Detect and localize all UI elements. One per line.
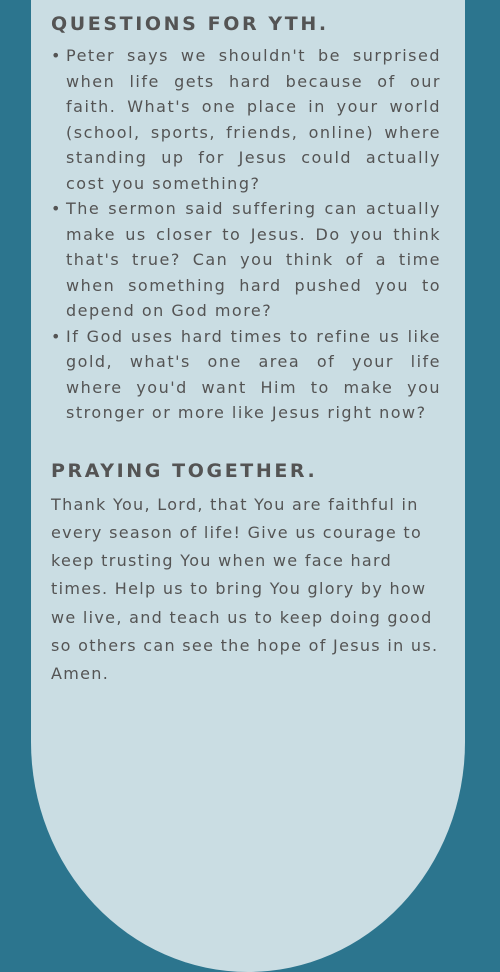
question-text: The sermon said suffering can actually make us closer to Jesus. Do you think that's true? Can you think of a time when something hard pushed you to depend on God more?	[66, 199, 441, 320]
questions-list	[51, 43, 441, 426]
question-item	[51, 324, 441, 426]
question-text: If God uses hard times to refine us like gold, what's one area of your life where you'd want Him to make you stronger or more like Jesus right now?	[66, 326, 441, 422]
question-item	[51, 196, 441, 324]
prayer-text: Thank You, Lord, that You are faithful in every season of life! Give us courage to keep trusting You when we face hard times. Help us to bring You glory by how we live, and teach us to keep doing good so others can see the hope of Jesus in us. Amen.	[51, 494, 439, 684]
bullet-icon: •	[51, 326, 62, 346]
prayer-heading: PRAYING TOGETHER.	[51, 459, 318, 482]
bullet-icon: •	[51, 46, 62, 65]
questions-heading: QUESTIONS FOR YTH.	[51, 13, 329, 35]
question-item	[51, 43, 441, 196]
content-column	[51, 11, 441, 689]
bullet-icon: •	[51, 199, 62, 218]
question-text: Peter says we shouldn't be surprised when life gets hard because of our faith. What's one place in your world (school, sports, friends, online) where standing up for Jesus could actually cost you something?	[66, 46, 441, 193]
